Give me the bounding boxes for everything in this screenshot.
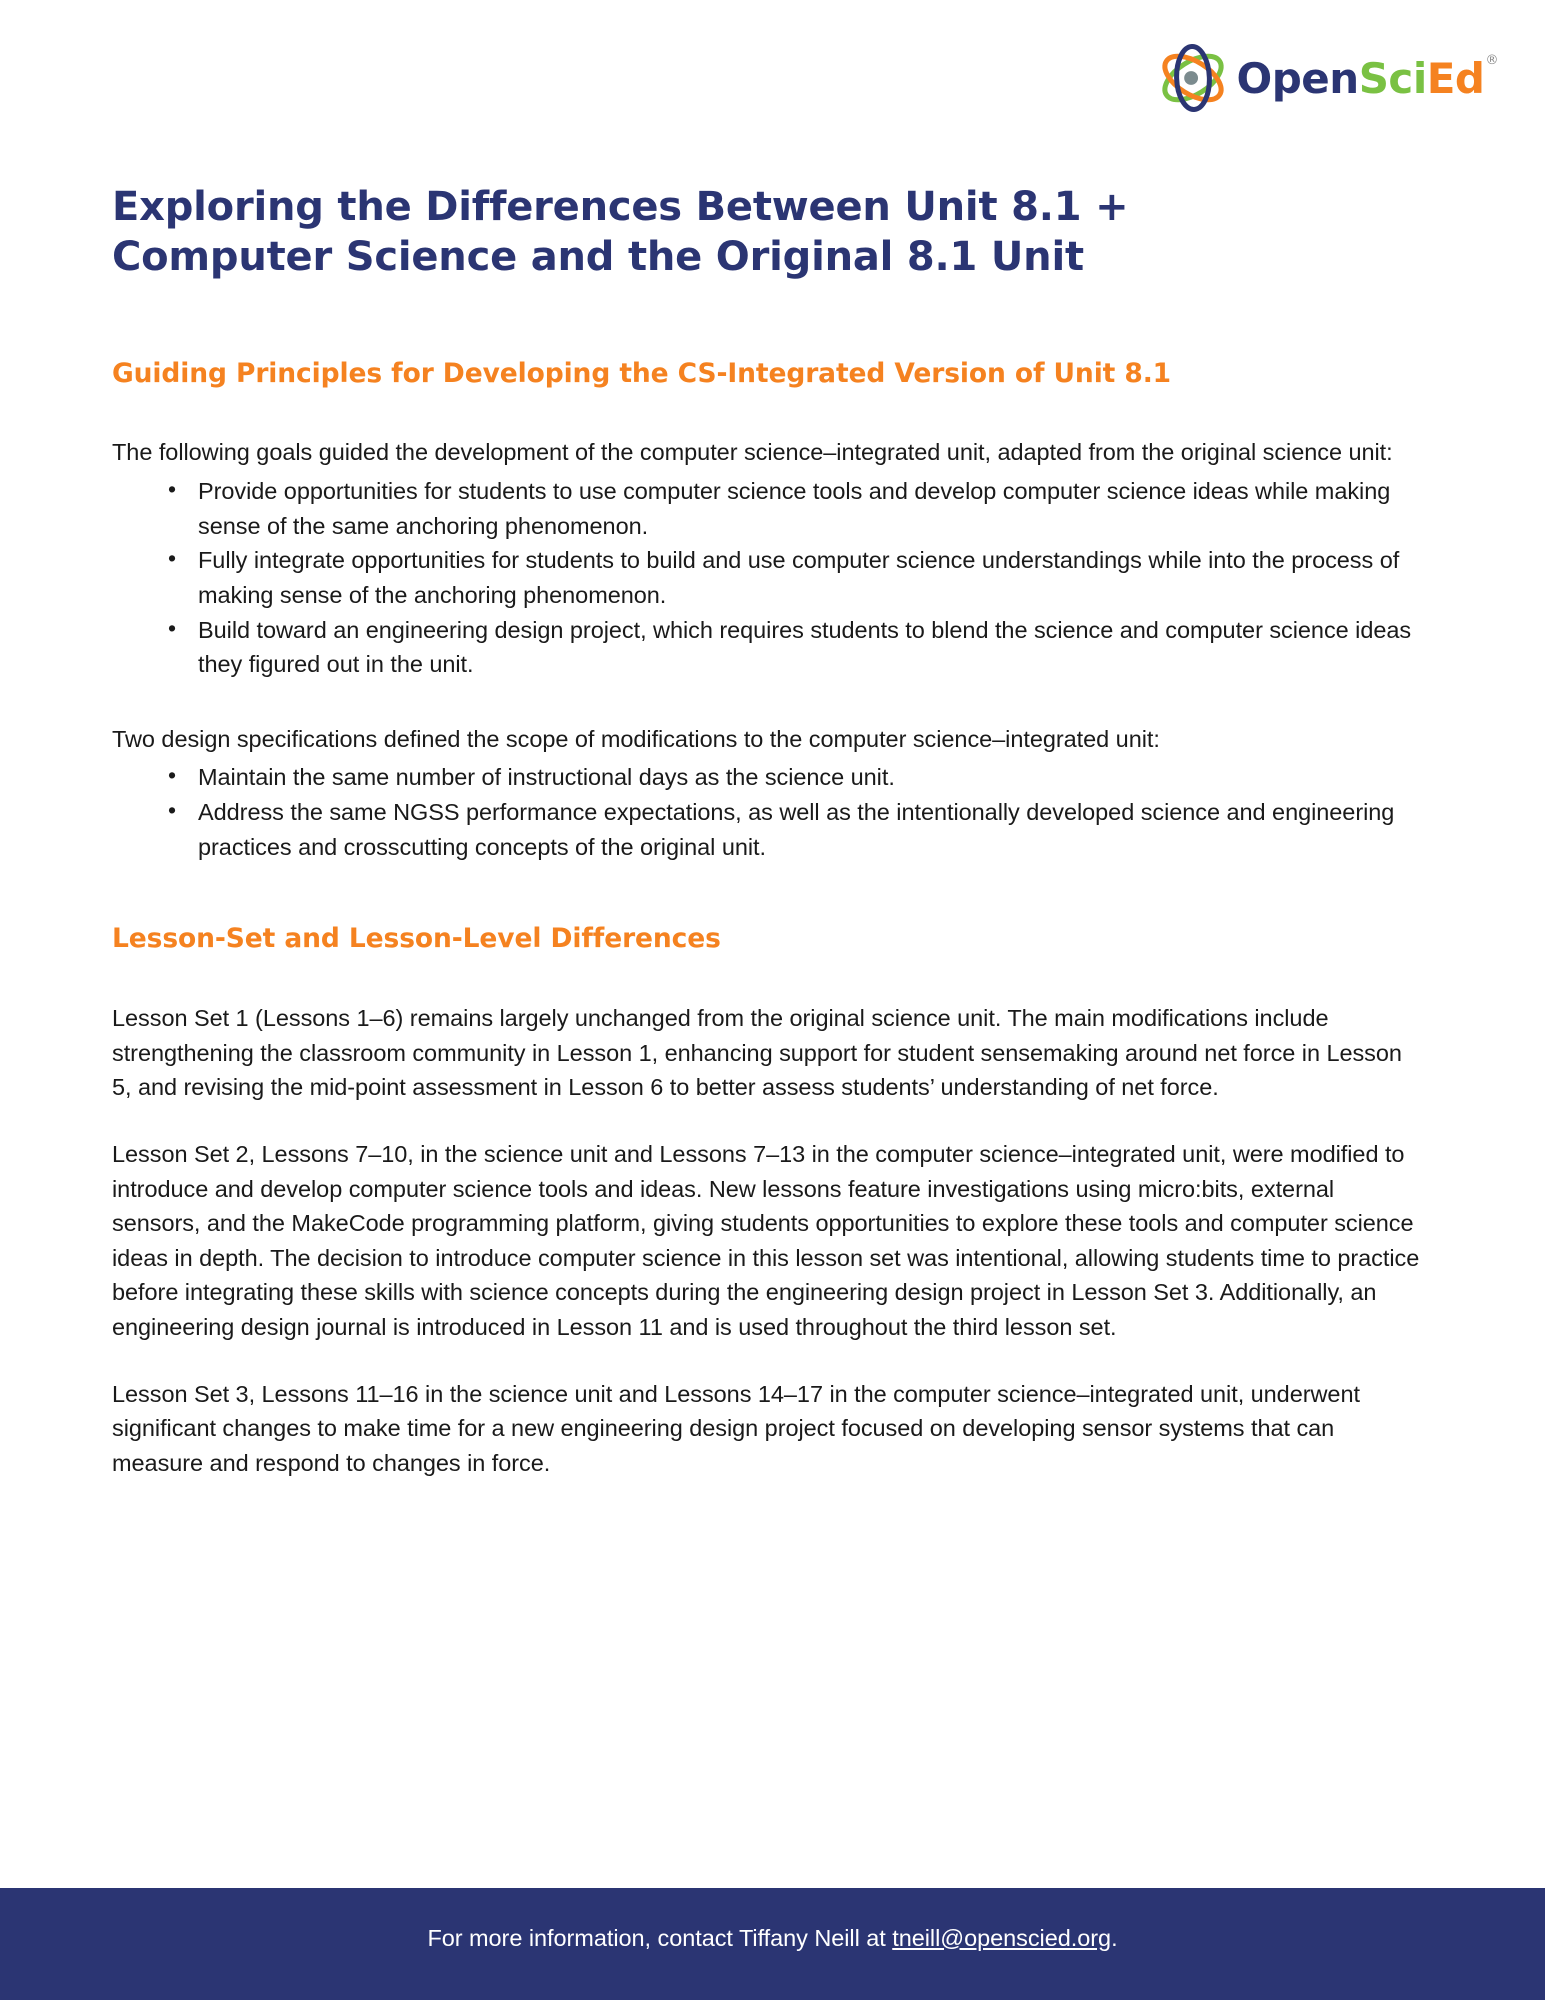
page-title: Exploring the Differences Between Unit 8.1 + Computer Science and the Original 8.1 Unit	[112, 184, 1129, 281]
page-header	[1155, 42, 1497, 114]
footer-contact-text	[427, 1922, 1117, 1955]
lesson-set-1-paragraph: Lesson Set 1 (Lessons 1–6) remains largely unchanged from the original science unit. The main modifications include strengthening the classroom community in Lesson 1, enhancing support for student sensemaking around net force in Lesson 5, and revising the mid-point assessment in Lesson 6 to better assess students’ understanding of net force.	[112, 1004, 1402, 1101]
logo-text-sci: Sci	[1358, 54, 1427, 103]
page-footer	[0, 1888, 1545, 2000]
list-item: • Provide opportunities for students to use computer science tools and develop computer science ideas while making sense of the same anchoring phenomenon.	[164, 474, 1437, 543]
document-body	[112, 182, 1437, 1481]
section-heading-guiding-principles: Guiding Principles for Developing the CS-Integrated Version of Unit 8.1	[112, 357, 1172, 389]
list-item: • Build toward an engineering design project, which requires students to blend the science and computer science ideas they figured out in the unit.	[164, 613, 1437, 682]
list-item: • Maintain the same number of instructional days as the science unit.	[164, 760, 1437, 795]
guiding-principles-goal-list	[112, 474, 1437, 682]
guiding-principles-intro-paragraph: The following goals guided the development of the computer science–integrated unit, adapted from the original science unit:	[112, 439, 1393, 466]
design-specifications-paragraph: Two design specifications defined the scope of modifications to the computer science–integrated unit:	[112, 725, 1160, 752]
logo-text-open: Open	[1236, 54, 1359, 103]
openscied-logo	[1155, 44, 1497, 112]
section-heading-lesson-differences: Lesson-Set and Lesson-Level Differences	[112, 923, 721, 955]
footer-prefix: For more information, contact Tiffany Neill at	[427, 1924, 893, 1951]
openscied-atom-icon	[1155, 44, 1231, 112]
footer-suffix: .	[1111, 1924, 1118, 1951]
lesson-set-2-paragraph: Lesson Set 2, Lessons 7–10, in the science unit and Lessons 7–13 in the computer science–integrated unit, were modified to introduce and develop computer science tools and ideas. New lessons feature investigations using micro:bits, external sensors, and the MakeCode programming platform, giving students opportunities to explore these tools and computer science ideas in depth. The decision to introduce computer science in this lesson set was intentional, allowing students time to practice before integrating these skills with science concepts during the engineering design project in Lesson Set 3. Additionally, an engineering design journal is introduced in Lesson 11 and is used throughout the third lesson set.	[112, 1140, 1420, 1341]
list-item: • Address the same NGSS performance expectations, as well as the intentionally developed science and engineering practices and crosscutting concepts of the original unit.	[164, 795, 1437, 864]
registered-trademark-icon: ®	[1485, 53, 1498, 68]
list-item: • Fully integrate opportunities for students to build and use computer science understandings while into the process of making sense of the anchoring phenomenon.	[164, 543, 1437, 612]
lesson-set-3-paragraph: Lesson Set 3, Lessons 11–16 in the science unit and Lessons 14–17 in the computer science–integrated unit, underwent significant changes to make time for a new engineering design project focused on developing sensor systems that can measure and respond to changes in force.	[112, 1380, 1360, 1477]
logo-text-ed: Ed	[1426, 54, 1485, 103]
openscied-wordmark	[1236, 53, 1498, 103]
design-specifications-list	[112, 760, 1437, 864]
footer-email-link[interactable]: tneill@openscied.org	[892, 1924, 1112, 1951]
